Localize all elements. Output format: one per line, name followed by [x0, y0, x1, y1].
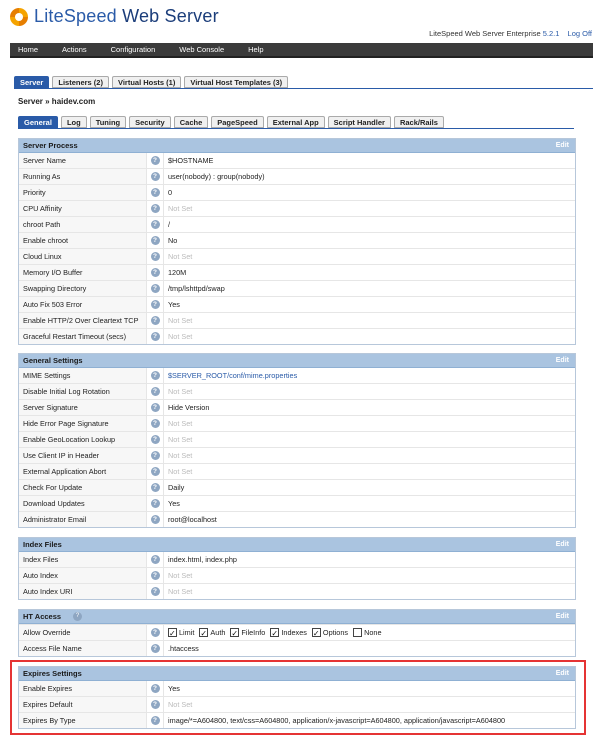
- setting-row: [19, 583, 575, 599]
- tab-divider: [14, 88, 593, 89]
- setting-row: [19, 280, 575, 296]
- row-label: Expires By Type: [19, 713, 147, 728]
- help-icon[interactable]: ?: [151, 644, 160, 653]
- help-icon[interactable]: ?: [151, 220, 160, 229]
- row-value: Not Set: [168, 451, 193, 460]
- row-label: Download Updates: [19, 496, 147, 511]
- row-label: Swapping Directory: [19, 281, 147, 296]
- nav-web-console[interactable]: Web Console: [179, 45, 225, 54]
- panel-header: [19, 139, 575, 153]
- subtab-script-handler[interactable]: Script Handler: [328, 116, 391, 128]
- row-value: Not Set: [168, 571, 193, 580]
- setting-row: [19, 495, 575, 511]
- logo-text: LiteSpeed Web Server: [34, 6, 219, 26]
- help-icon[interactable]: ?: [151, 188, 160, 197]
- setting-row: [19, 200, 575, 216]
- edition-label: LiteSpeed Web Server Enterprise: [429, 29, 541, 38]
- row-label: Check For Update: [19, 480, 147, 495]
- panel-title: Index Files: [23, 540, 62, 549]
- subtab-log[interactable]: Log: [61, 116, 87, 128]
- row-value: user(nobody) : group(nobody): [168, 172, 265, 181]
- panel-title: Expires Settings: [23, 669, 82, 678]
- edit-button[interactable]: Edit: [555, 357, 569, 364]
- row-label: Server Signature: [19, 400, 147, 415]
- row-label: Allow Override: [19, 625, 147, 640]
- row-label: Graceful Restart Timeout (secs): [19, 329, 147, 344]
- row-label: MIME Settings: [19, 368, 147, 383]
- tab-listeners[interactable]: Listeners (2): [52, 76, 109, 88]
- checkbox-label: Indexes: [281, 628, 307, 637]
- row-value[interactable]: $SERVER_ROOT/conf/mime.properties: [168, 371, 298, 380]
- setting-row: [19, 368, 575, 383]
- nav-actions[interactable]: Actions: [62, 45, 87, 54]
- override-checkbox[interactable]: [270, 625, 307, 640]
- row-label: External Application Abort: [19, 464, 147, 479]
- row-value: Not Set: [168, 700, 193, 709]
- edit-button[interactable]: Edit: [555, 613, 569, 620]
- tab-server[interactable]: Server: [14, 76, 49, 88]
- row-value: Daily: [168, 483, 185, 492]
- override-checkboxes: [168, 625, 575, 640]
- row-value: 0: [168, 188, 173, 197]
- row-label: Use Client IP in Header: [19, 448, 147, 463]
- subtab-pagespeed[interactable]: PageSpeed: [211, 116, 263, 128]
- help-icon[interactable]: ?: [151, 371, 160, 380]
- row-label: Enable HTTP/2 Over Cleartext TCP: [19, 313, 147, 328]
- main-nav: [10, 43, 593, 58]
- setting-row: [19, 383, 575, 399]
- row-label: Auto Index URI: [19, 584, 147, 599]
- help-icon[interactable]: ?: [151, 316, 160, 325]
- setting-row: [19, 415, 575, 431]
- row-value: 120M: [168, 268, 187, 277]
- override-checkbox[interactable]: [312, 625, 348, 640]
- row-value: root@localhost: [168, 515, 217, 524]
- row-value: image/*=A604800, text/css=A604800, application/x-javascript=A604800, application/javascript=A604800: [168, 716, 506, 725]
- setting-row: [19, 232, 575, 248]
- subtab-divider: [18, 128, 574, 129]
- highlight-frame: [10, 660, 586, 735]
- checkbox-label: Options: [322, 628, 349, 637]
- row-value: .htaccess: [168, 644, 199, 653]
- setting-row: [19, 248, 575, 264]
- tab-virtual-hosts[interactable]: Virtual Hosts (1): [112, 76, 181, 88]
- checkbox-icon[interactable]: [270, 628, 279, 637]
- setting-row: [19, 216, 575, 232]
- row-value: Not Set: [168, 332, 193, 341]
- subtab-cache[interactable]: Cache: [174, 116, 209, 128]
- setting-row: [19, 153, 575, 168]
- nav-configuration[interactable]: Configuration: [110, 45, 156, 54]
- row-value: Yes: [168, 684, 180, 693]
- subtab-external-app[interactable]: External App: [267, 116, 325, 128]
- row-label: Disable Initial Log Rotation: [19, 384, 147, 399]
- help-icon[interactable]: ?: [151, 451, 160, 460]
- row-label: Running As: [19, 169, 147, 184]
- help-icon[interactable]: ?: [151, 499, 160, 508]
- row-label: Cloud Linux: [19, 249, 147, 264]
- panel-title: Server Process: [23, 141, 78, 150]
- setting-row: [19, 328, 575, 344]
- row-label: Auto Fix 503 Error: [19, 297, 147, 312]
- row-value: Not Set: [168, 435, 193, 444]
- help-icon[interactable]: ?: [151, 483, 160, 492]
- row-label: Auto Index: [19, 568, 147, 583]
- row-label: Hide Error Page Signature: [19, 416, 147, 431]
- app-header: [0, 0, 600, 42]
- help-icon[interactable]: ?: [151, 515, 160, 524]
- checkbox-label: Auth: [210, 628, 226, 637]
- checkbox-label: None: [364, 628, 382, 637]
- row-value: index.html, index.php: [168, 555, 237, 564]
- row-value: Not Set: [168, 204, 193, 213]
- checkbox-icon[interactable]: [312, 628, 321, 637]
- help-icon[interactable]: ?: [151, 252, 160, 261]
- help-icon[interactable]: ?: [151, 467, 160, 476]
- row-value: Not Set: [168, 252, 193, 261]
- row-value: /: [168, 220, 171, 229]
- row-value: /tmp/lshttpd/swap: [168, 284, 225, 293]
- subtab-rack-rails[interactable]: Rack/Rails: [394, 116, 444, 128]
- row-value: Hide Version: [168, 403, 210, 412]
- subtab-security[interactable]: Security: [129, 116, 171, 128]
- setting-row: [19, 463, 575, 479]
- help-icon[interactable]: ?: [151, 172, 160, 181]
- panel-server-process: [18, 138, 576, 345]
- help-icon[interactable]: ?: [151, 204, 160, 213]
- nav-home[interactable]: Home: [18, 45, 39, 54]
- override-checkbox[interactable]: [230, 625, 265, 640]
- row-label: Enable Expires: [19, 681, 147, 696]
- edit-button[interactable]: Edit: [555, 670, 569, 677]
- help-icon[interactable]: ?: [151, 571, 160, 580]
- override-checkbox[interactable]: [199, 625, 225, 640]
- row-value: Not Set: [168, 467, 193, 476]
- panel-header: [19, 610, 575, 624]
- row-value: $HOSTNAME: [168, 156, 214, 165]
- row-allow-override: [19, 624, 575, 640]
- nav-help[interactable]: Help: [248, 45, 264, 54]
- row-label: Administrator Email: [19, 512, 147, 527]
- setting-row: [19, 567, 575, 583]
- help-icon[interactable]: ?: [151, 156, 160, 165]
- row-value: Yes: [168, 300, 180, 309]
- tab-vhost-templates[interactable]: Virtual Host Templates (3): [184, 76, 288, 88]
- help-icon[interactable]: ?: [151, 700, 160, 709]
- row-label: Expires Default: [19, 697, 147, 712]
- panel-title: General Settings: [23, 356, 83, 365]
- edit-button[interactable]: Edit: [555, 541, 569, 548]
- checkbox-label: Limit: [179, 628, 195, 637]
- help-icon[interactable]: ?: [151, 300, 160, 309]
- setting-row: [19, 264, 575, 280]
- row-value: Not Set: [168, 316, 193, 325]
- setting-row: [19, 184, 575, 200]
- row-label: Access File Name: [19, 641, 147, 656]
- setting-row: [19, 511, 575, 527]
- row-value: Not Set: [168, 387, 193, 396]
- panel-general-settings: [18, 353, 576, 528]
- row-label: Index Files: [19, 552, 147, 567]
- setting-row: [19, 552, 575, 567]
- checkbox-icon[interactable]: [230, 628, 239, 637]
- panel-title: HT Access: [23, 612, 62, 621]
- server-subtabs: [18, 116, 447, 128]
- row-value: Not Set: [168, 587, 193, 596]
- edition-info: [429, 29, 592, 38]
- override-checkbox[interactable]: [353, 625, 381, 640]
- row-label: Server Name: [19, 153, 147, 168]
- logout-link[interactable]: Log Off: [567, 29, 592, 38]
- setting-row: [19, 479, 575, 495]
- help-icon[interactable]: ?: [151, 628, 160, 637]
- setting-row: [19, 312, 575, 328]
- help-icon[interactable]: ?: [151, 284, 160, 293]
- row-value: Not Set: [168, 419, 193, 428]
- logo[interactable]: [10, 6, 219, 27]
- panel-index-files: [18, 537, 576, 600]
- help-icon[interactable]: ?: [151, 587, 160, 596]
- config-tabs: [14, 76, 291, 88]
- help-icon[interactable]: ?: [151, 332, 160, 341]
- row-label: Enable chroot: [19, 233, 147, 248]
- breadcrumb: Server » haidev.com: [18, 97, 96, 106]
- panel-header: [19, 354, 575, 368]
- panel-ht-access: [18, 609, 576, 657]
- help-icon[interactable]: ?: [151, 435, 160, 444]
- row-label: chroot Path: [19, 217, 147, 232]
- help-icon[interactable]: ?: [151, 555, 160, 564]
- setting-row: [19, 399, 575, 415]
- setting-row: [19, 296, 575, 312]
- help-icon[interactable]: ?: [151, 403, 160, 412]
- row-label: Enable GeoLocation Lookup: [19, 432, 147, 447]
- setting-row: [19, 168, 575, 184]
- checkbox-label: FileInfo: [241, 628, 266, 637]
- subtab-general[interactable]: General: [18, 116, 58, 128]
- help-icon[interactable]: ?: [151, 387, 160, 396]
- checkbox-icon[interactable]: [353, 628, 362, 637]
- row-label: Memory I/O Buffer: [19, 265, 147, 280]
- checkbox-icon[interactable]: [199, 628, 208, 637]
- help-icon[interactable]: ?: [151, 268, 160, 277]
- help-icon[interactable]: ?: [151, 419, 160, 428]
- override-checkbox[interactable]: [168, 625, 194, 640]
- row-label: CPU Affinity: [19, 201, 147, 216]
- litespeed-logo-icon: [10, 8, 28, 26]
- panel-header: [19, 538, 575, 552]
- row-access-file-name: [19, 640, 575, 656]
- checkbox-icon[interactable]: [168, 628, 177, 637]
- setting-row: [19, 447, 575, 463]
- setting-row: [19, 431, 575, 447]
- row-label: Priority: [19, 185, 147, 200]
- row-value: No: [168, 236, 178, 245]
- help-icon[interactable]: ?: [151, 684, 160, 693]
- help-icon[interactable]: ?: [151, 716, 160, 725]
- help-icon[interactable]: ?: [151, 236, 160, 245]
- edit-button[interactable]: Edit: [555, 142, 569, 149]
- subtab-tuning[interactable]: Tuning: [90, 116, 126, 128]
- version-link[interactable]: 5.2.1: [542, 29, 560, 38]
- help-icon[interactable]: ?: [73, 612, 82, 621]
- row-value: Yes: [168, 499, 180, 508]
